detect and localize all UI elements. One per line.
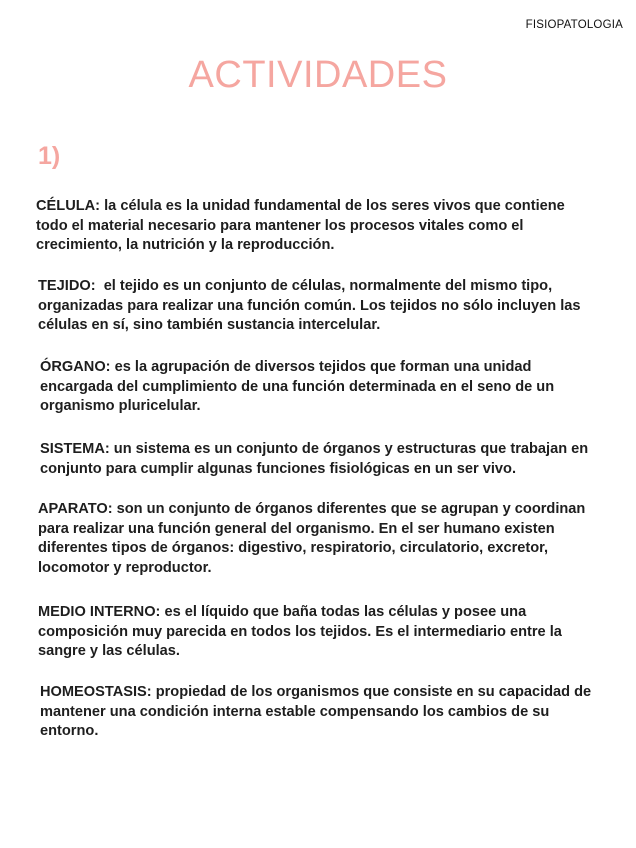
definition-text: son un conjunto de órganos diferentes que se agrupan y coordinan para realizar una función general del organismo. En el ser humano existen diferentes tipos de órganos: digestivo, respiratorio, circulatorio, excretor, locomotor y reproductor. — [38, 501, 586, 576]
definition-celula — [36, 197, 592, 256]
definition-organo — [40, 358, 596, 417]
definition-term: TEJIDO: — [38, 278, 96, 294]
definition-term: SISTEMA: — [40, 441, 110, 457]
definition-term: HOMEOSTASIS: — [40, 684, 152, 700]
header-label: FISIOPATOLOGIA — [525, 19, 623, 31]
definition-text: es la agrupación de diversos tejidos que forman una unidad encargada del cumplimiento de una función determinada en el seno de un organismo pluricelular. — [40, 359, 555, 414]
definition-homeostasis — [40, 683, 596, 742]
definition-text: un sistema es un conjunto de órganos y estructuras que trabajan en conjunto para cumplir algunas funciones fisiológicas en un ser vivo. — [40, 441, 589, 477]
definition-text: la célula es la unidad fundamental de los seres vivos que contiene todo el material necesario para mantener los procesos vitales como el crecimiento, la nutrición y la reproducción. — [36, 198, 565, 253]
definition-term: APARATO: — [38, 501, 113, 517]
definition-text: es el líquido que baña todas las células y posee una composición muy parecida en todos los tejidos. Es el intermediario entre la sangre y las células. — [38, 604, 562, 659]
definition-tejido — [38, 277, 598, 336]
definition-term: ÓRGANO: — [40, 359, 111, 375]
section-number: 1) — [38, 142, 61, 170]
page-title: ACTIVIDADES — [188, 54, 448, 96]
definition-medio-interno — [38, 603, 594, 662]
definition-text: el tejido es un conjunto de células, normalmente del mismo tipo, organizadas para realizar una función común. Los tejidos no sólo incluyen las células en sí, sino también sustancia intercelular. — [38, 278, 581, 333]
definition-sistema — [40, 440, 596, 479]
definition-text: propiedad de los organismos que consiste en su capacidad de mantener una condición interna estable compensando los cambios de su entorno. — [40, 684, 592, 739]
definition-term: MEDIO INTERNO: — [38, 604, 161, 620]
definition-aparato — [38, 500, 604, 578]
definition-term: CÉLULA: — [36, 198, 101, 214]
